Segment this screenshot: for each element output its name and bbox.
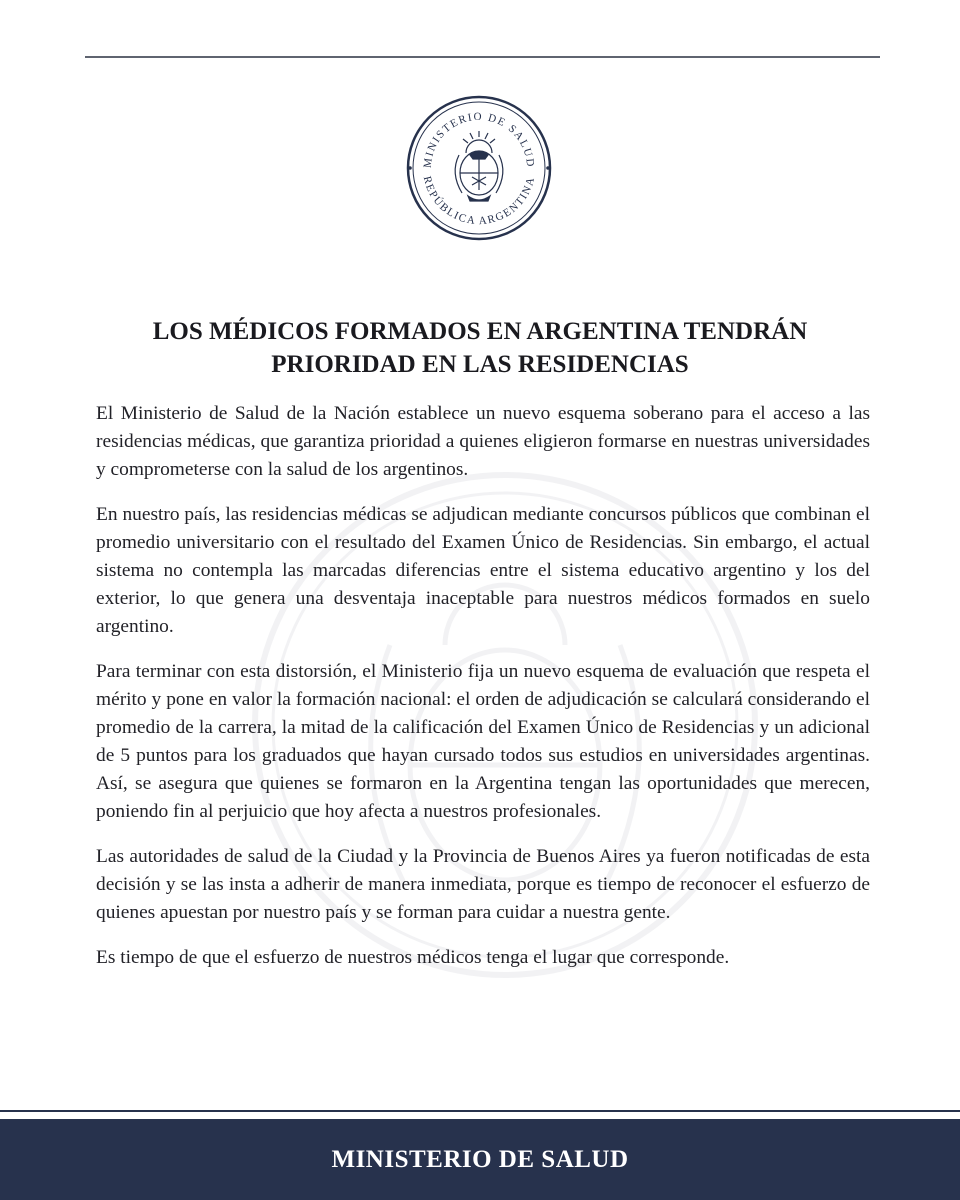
footer-divider bbox=[0, 1110, 960, 1112]
seal-top-text: MINISTERIO DE SALUD bbox=[421, 110, 537, 169]
paragraph: Las autoridades de salud de la Ciudad y la Provincia de Buenos Aires ya fueron notificadas de esta decisión y se las insta a adherir de manera inmediata, porque es tiempo de reconocer el esfuerzo de quienes apuestan por nuestro país y se forman para cuidar a nuestra gente. bbox=[96, 846, 870, 923]
footer-banner bbox=[0, 1119, 960, 1200]
footer-label: MINISTERIO DE SALUD bbox=[331, 1145, 629, 1173]
top-divider bbox=[85, 56, 880, 58]
seal-bottom-text: REPÚBLICA ARGENTINA bbox=[420, 174, 538, 228]
title-line-1: LOS MÉDICOS FORMADOS EN ARGENTINA TENDRÁN bbox=[152, 318, 808, 345]
document-body bbox=[96, 400, 870, 989]
paragraph: En nuestro país, las residencias médicas se adjudican mediante concursos públicos que combinan el promedio universitario con el resultado del Examen Único de Residencias. Sin embargo, el actual sistema no contempla las marcadas diferencias entre el sistema educativo argentino y los del exterior, lo que genera una desventaja inaceptable para nuestros médicos formados en suelo argentino. bbox=[96, 504, 870, 637]
paragraph: Es tiempo de que el esfuerzo de nuestros médicos tenga el lugar que corresponde. bbox=[96, 947, 730, 968]
ministry-seal-logo bbox=[404, 93, 554, 243]
title-line-2: PRIORIDAD EN LAS RESIDENCIAS bbox=[271, 351, 689, 378]
document-title bbox=[90, 315, 870, 381]
coat-of-arms-icon bbox=[455, 131, 503, 201]
paragraph: El Ministerio de Salud de la Nación establece un nuevo esquema soberano para el acceso a las residencias médicas, que garantiza prioridad a quienes eligieron formarse en nuestras universidades y comprometerse con la salud de los argentinos. bbox=[96, 403, 870, 480]
paragraph: Para terminar con esta distorsión, el Ministerio fija un nuevo esquema de evaluación que respeta el mérito y pone en valor la formación nacional: el orden de adjudicación se calculará considerando el promedio de la carrera, la mitad de la calificación del Examen Único de Residencias y un adicional de 5 puntos para los graduados que hayan cursado todos sus estudios en universidades argentinas. Así, se asegura que quienes se formaron en la Argentina tengan las oportunidades que merecen, poniendo fin al perjuicio que hoy afecta a nuestros profesionales. bbox=[96, 661, 870, 822]
